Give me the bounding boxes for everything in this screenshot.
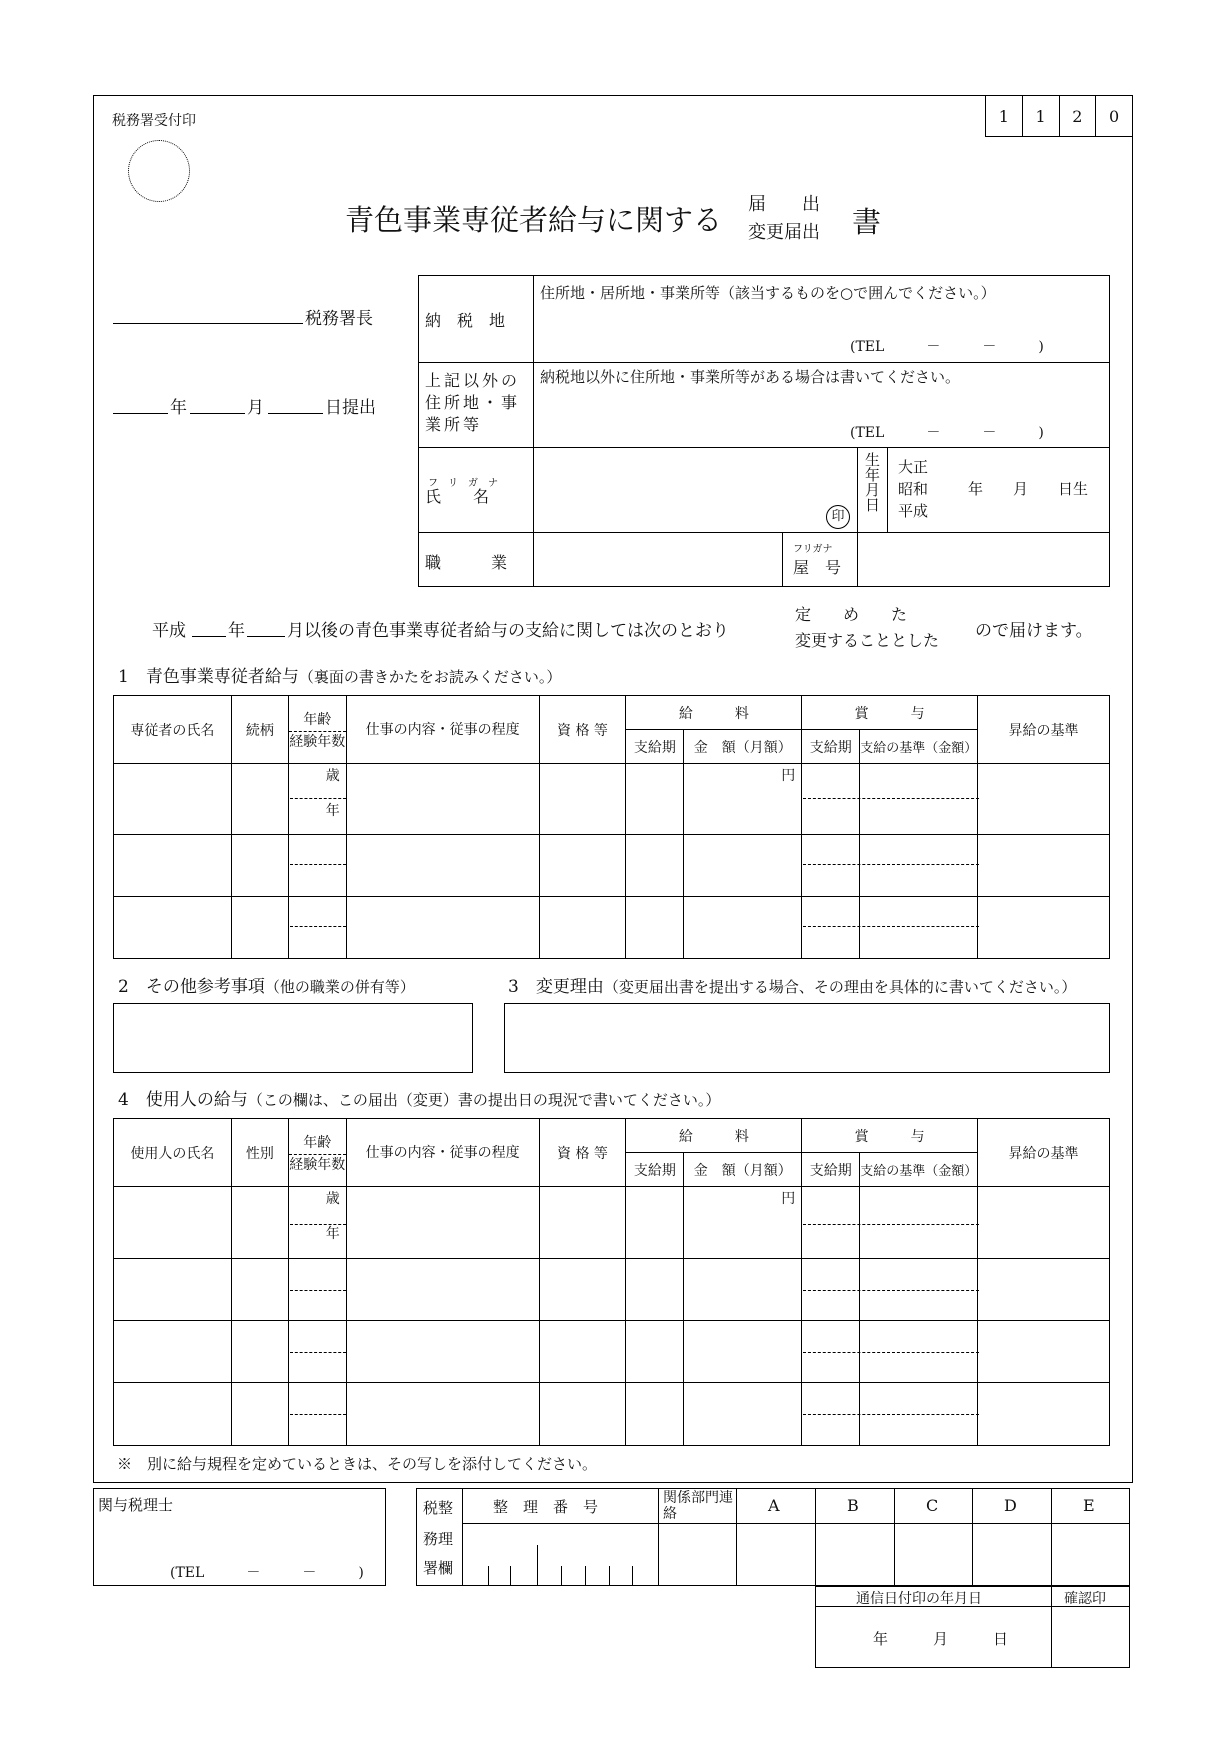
th-salary: 給 料 — [626, 696, 802, 730]
th-bonus-period: 支給期 — [802, 1153, 860, 1187]
statement-opt1: 定 め た — [795, 605, 908, 624]
table-row — [114, 764, 1110, 835]
other-label: 上記以外の住所地・事業所等 — [425, 371, 521, 434]
comm-date: 年 月 日 — [873, 1630, 1009, 1648]
form-code-digit: 1 — [985, 95, 1023, 137]
stmt-year-line — [192, 636, 226, 637]
name-label: 氏 名 — [425, 487, 490, 506]
divider — [418, 447, 1110, 448]
dashed — [803, 1352, 979, 1353]
th-work: 仕事の内容・従事の程度 — [346, 696, 539, 764]
th-exp-text: 経験年数 — [289, 1157, 346, 1173]
statement-opt2: 変更することとした — [795, 631, 940, 650]
tick — [632, 1566, 633, 1586]
statement-suffix: ので届けます。 — [975, 621, 1093, 641]
salary-table-2 — [113, 1118, 1110, 1446]
office-label-1: 税整 — [423, 1499, 454, 1517]
table-row — [114, 835, 1110, 897]
divider — [857, 532, 858, 587]
table-row — [114, 1187, 1110, 1259]
col-c: C — [926, 1496, 939, 1515]
accountant-tel: (TEL － － ) — [170, 1565, 364, 1581]
salary-table-1 — [113, 695, 1110, 959]
th-name: 専従者の氏名 — [114, 696, 232, 764]
divider — [418, 362, 1110, 363]
th-age-text: 年齢 — [303, 1135, 332, 1151]
other-notes-box[interactable] — [113, 1003, 473, 1073]
dashed — [803, 1224, 979, 1225]
accountant-label: 関与税理士 — [98, 1496, 174, 1514]
era-taisho: 大正 — [898, 458, 929, 476]
section1-note: （裏面の書きかたをお読みください。） — [298, 668, 562, 686]
tick — [510, 1566, 511, 1586]
form-code — [985, 95, 1133, 137]
th-raise: 昇給の基準 — [978, 1119, 1110, 1187]
th-age-text: 年齢 — [303, 712, 332, 728]
date-day-line — [268, 413, 323, 414]
th-sex: 性別 — [231, 1119, 288, 1187]
dashed — [803, 1414, 979, 1415]
name-furigana: フ リ ガ ナ — [428, 478, 498, 489]
date-year: 年 — [170, 398, 187, 418]
footnote: ※ 別に給与規程を定めているときは、その写しを添付してください。 — [117, 1455, 598, 1473]
job-label: 職 業 — [425, 553, 514, 572]
shop-furigana: フリガナ — [793, 544, 833, 555]
th-amount: 金 額（月額） — [684, 1153, 802, 1187]
form-code-digit: 1 — [1023, 95, 1060, 137]
date-month-line — [190, 413, 245, 414]
th-exp-text: 経験年数 — [289, 734, 346, 750]
col-a: A — [768, 1496, 780, 1515]
office-label-2: 務理 — [423, 1530, 454, 1548]
dashed — [803, 864, 979, 865]
dashed — [290, 1290, 346, 1291]
confirm-label: 確認印 — [1064, 1591, 1106, 1607]
dashed — [290, 1414, 346, 1415]
divider — [857, 447, 858, 532]
form-code-digit: 2 — [1060, 95, 1097, 137]
th-bonus-basis: 支給の基準（金額） — [860, 730, 978, 764]
th-pay-period: 支給期 — [626, 730, 684, 764]
divider — [658, 1488, 659, 1586]
dashed — [803, 1290, 979, 1291]
unit-yen: 円 — [781, 1191, 796, 1207]
section4-title — [118, 1085, 720, 1110]
era-showa: 昭和 — [898, 480, 929, 498]
divider — [1051, 1488, 1052, 1586]
statement-month: 月以後の青色事業専従者給与の支給に関しては次のとおり — [287, 621, 729, 641]
th-relation: 続柄 — [231, 696, 288, 764]
unit-year: 年 — [325, 803, 340, 819]
tick — [585, 1566, 586, 1586]
dashed — [290, 798, 346, 799]
col-d: D — [1004, 1496, 1017, 1515]
change-reason-box[interactable] — [504, 1003, 1110, 1073]
form-code-digit: 0 — [1096, 95, 1133, 137]
kankei-label: 関係部門連 絡 — [663, 1490, 761, 1522]
place-note: 住所地・居所地・事業所等（該当するものを○で囲んでください。） — [540, 284, 996, 302]
section1-title-text: 1 青色事業専従者給与 — [118, 667, 299, 687]
date-month: 月 — [247, 398, 264, 418]
era-heisei: 平成 — [898, 502, 929, 520]
th-pay-period: 支給期 — [626, 1153, 684, 1187]
unit-age: 歳 — [325, 1191, 340, 1207]
dashed — [803, 798, 979, 799]
th-bonus-period: 支給期 — [802, 730, 860, 764]
seal-mark: 印 — [826, 505, 850, 529]
shop-label: 屋 号 — [793, 558, 842, 577]
section2-title-text: 2 その他参考事項 — [118, 977, 265, 997]
title-option-1: 届 出 — [748, 194, 820, 215]
office-label-3: 署欄 — [423, 1559, 454, 1577]
place-label: 納 税 地 — [425, 311, 506, 330]
tick — [488, 1566, 489, 1586]
dashed — [290, 1352, 346, 1353]
th-salary: 給 料 — [626, 1119, 802, 1153]
tax-office-suffix: 税務署長 — [305, 309, 373, 329]
section2-title — [118, 972, 415, 997]
th-qual: 資 格 等 — [539, 696, 626, 764]
title-end: 書 — [852, 205, 882, 239]
place-tel: (TEL － － ) — [850, 339, 1044, 355]
tick — [561, 1566, 562, 1586]
section4-note: （この欄は、この届出（変更）書の提出日の現況で書いてください。） — [247, 1091, 721, 1109]
unit-year: 年 — [325, 1226, 340, 1242]
section4-title-text: 4 使用人の給与 — [118, 1090, 248, 1110]
divider — [815, 1488, 816, 1586]
divider — [418, 532, 1110, 533]
statement-year: 年 — [228, 621, 245, 641]
unit-age: 歳 — [325, 768, 340, 784]
title-option-2: 変更届出 — [748, 222, 820, 243]
tick — [537, 1545, 538, 1586]
section3-title-text: 3 変更理由 — [508, 977, 604, 997]
th-bonus-basis: 支給の基準（金額） — [860, 1153, 978, 1187]
form-title: 青色事業専従者給与に関する — [345, 203, 723, 237]
tax-office-line — [113, 323, 303, 324]
th-amount: 金 額（月額） — [684, 730, 802, 764]
divider — [894, 1488, 895, 1586]
th-bonus: 賞 与 — [802, 1119, 978, 1153]
statement-prefix: 平成 — [152, 621, 186, 641]
th-qual: 資 格 等 — [539, 1119, 626, 1187]
divider — [533, 275, 534, 587]
th-age — [288, 696, 346, 764]
section2-note: （他の職業の併有等） — [264, 978, 415, 996]
comm-date-label: 通信日付印の年月日 — [856, 1591, 982, 1607]
date-day: 日提出 — [325, 398, 376, 418]
birth-suffix: 年 月 日生 — [968, 480, 1089, 498]
th-age — [288, 1119, 346, 1187]
dashed — [803, 926, 979, 927]
tick — [609, 1566, 610, 1586]
col-b: B — [847, 1496, 859, 1515]
th-raise: 昇給の基準 — [978, 696, 1110, 764]
dashed — [290, 1224, 346, 1225]
stamp-circle — [128, 140, 190, 202]
divider — [782, 532, 783, 587]
stmt-month-line — [247, 636, 285, 637]
dashed — [290, 864, 346, 865]
other-note: 納税地以外に住所地・事業所等がある場合は書いてください。 — [540, 368, 961, 386]
section1-title — [118, 662, 561, 687]
other-tel: (TEL － － ) — [850, 425, 1044, 441]
th-employee-name: 使用人の氏名 — [114, 1119, 232, 1187]
th-work: 仕事の内容・従事の程度 — [346, 1119, 539, 1187]
section3-title — [508, 972, 1076, 997]
seiri-number-label: 整 理 番 号 — [493, 1498, 599, 1516]
th-bonus: 賞 与 — [802, 696, 978, 730]
stamp-label: 税務署受付印 — [112, 113, 196, 129]
divider — [462, 1523, 1130, 1524]
unit-yen: 円 — [781, 768, 796, 784]
divider — [462, 1488, 463, 1586]
birth-label: 生年月日 — [863, 452, 881, 512]
section3-note: （変更届出書を提出する場合、その理由を具体的に書いてください。） — [603, 978, 1077, 996]
date-year-line — [113, 413, 168, 414]
divider — [972, 1488, 973, 1586]
dashed — [290, 926, 346, 927]
divider — [1051, 1586, 1052, 1668]
col-e: E — [1083, 1496, 1095, 1515]
divider — [887, 447, 888, 532]
table-row — [114, 897, 1110, 959]
